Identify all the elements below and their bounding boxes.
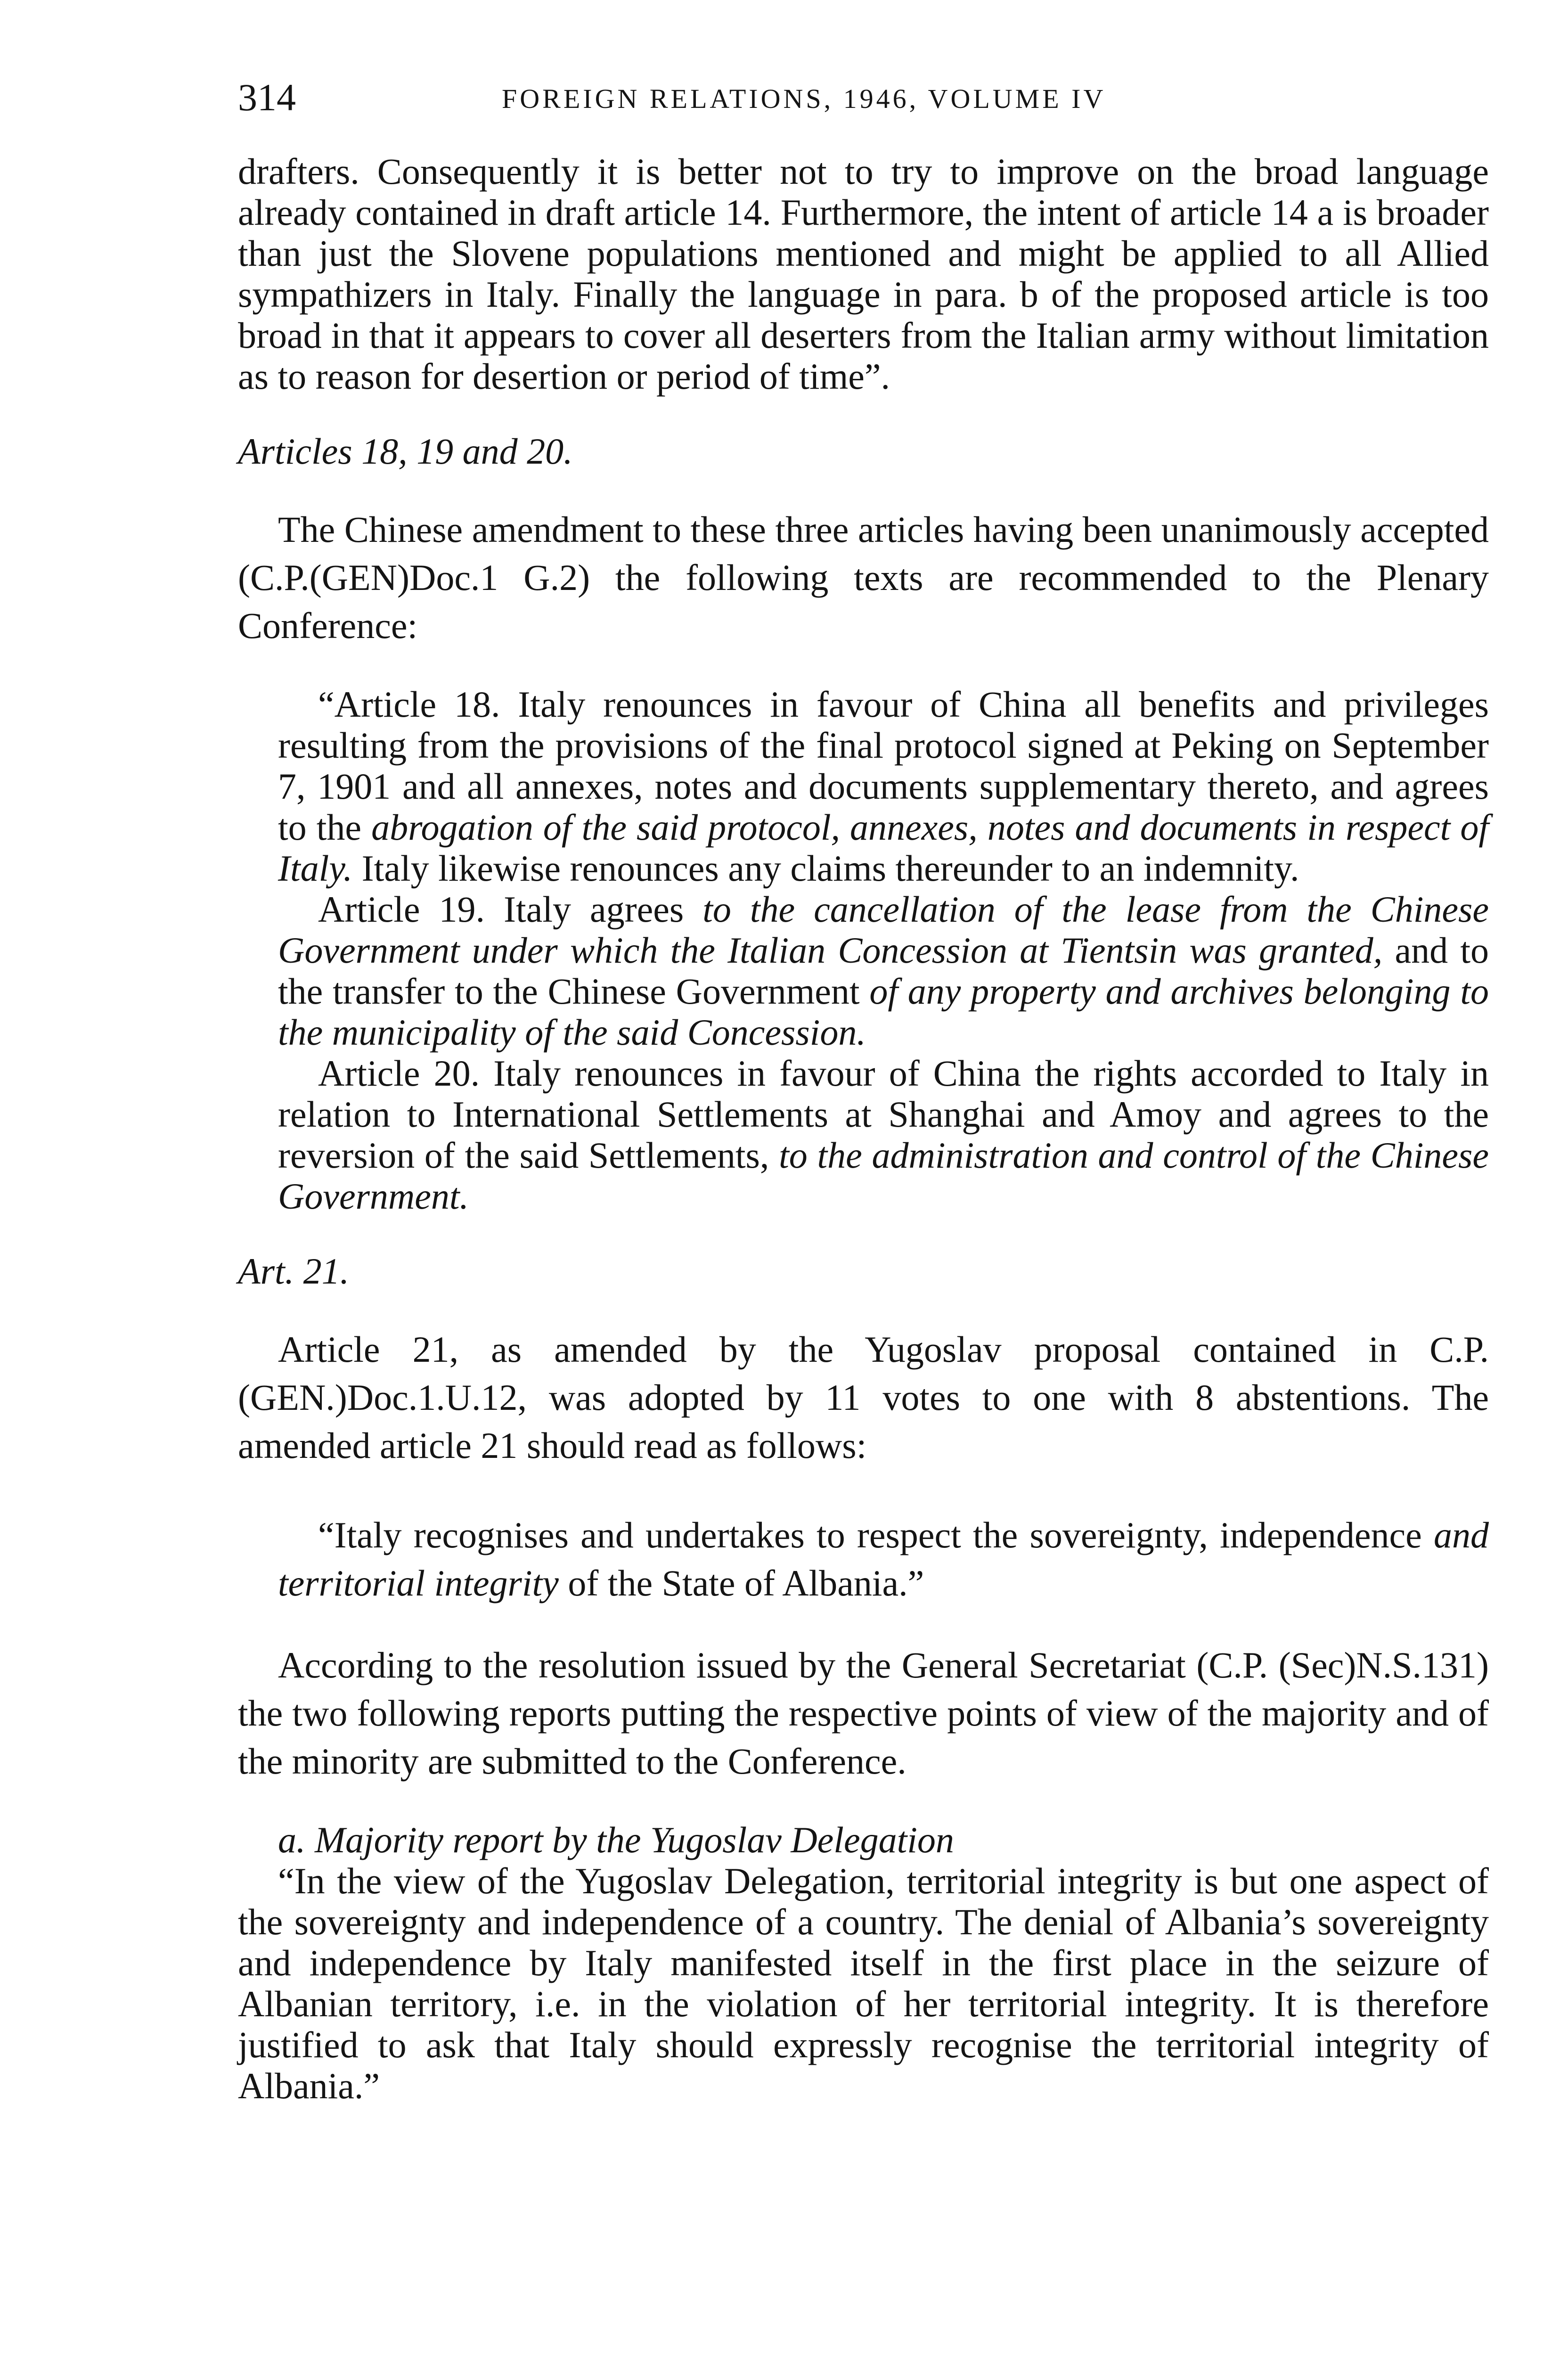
majority-report-heading: a. Majority report by the Yugoslav Delegation — [278, 1819, 954, 1860]
recommended-text-block — [238, 684, 1489, 1217]
paragraph-chinese-amendment: The Chinese amendment to these three articles having been unanimously accepted (C.P.(GEN)Doc.1 G.2) the following texts are recommended to the Plenary Conference: — [238, 509, 1489, 646]
section-heading-articles-18-20: Articles 18, 19 and 20. — [238, 431, 573, 472]
paragraph-resolution: According to the resolution issued by the General Secretariat (C.P. (Sec)N.S.131) the two following reports putting the respective points of view of the majority and of the minority are submitted to the Conference. — [238, 1644, 1489, 1782]
running-title: FOREIGN RELATIONS, 1946, VOLUME IV — [502, 83, 1106, 114]
page-number: 314 — [238, 76, 296, 119]
paragraph-article-21: Article 21, as amended by the Yugoslav proposal contained in C.P. (GEN.)Doc.1.U.12, was adopted by 11 votes to one with 8 abstentions. The amended article 21 should read as follows: — [238, 1329, 1489, 1466]
article-21-quote: “Italy recognises and undertakes to respect the sovereignty, independence and territorial integrity of the State of Albania.” — [278, 1514, 1489, 1603]
page-header — [238, 72, 1510, 123]
paragraph-continuation: drafters. Consequently it is better not to try to improve on the broad language already contained in draft article 14. Furthermore, the intent of article 14 a is broader than just the Slovene populations mentioned and might be applied to all Allied sympathizers in Italy. Finally the language in para. b of the proposed article is too broad in that it appears to cover all deserters from the Italian army without limitation as to reason for desertion or period of time”. — [238, 151, 1489, 397]
majority-report-text: “In the view of the Yugoslav Delegation, territorial integrity is but one aspect of the sovereignty and independence of a country. The denial of Albania’s sovereignty and independence by Italy manifested itself in the first place in the seizure of Albanian territory, i.e. in the violation of her territorial integrity. It is therefore justified to ask that Italy should expressly recognise the territorial integrity of Albania.” — [238, 1860, 1489, 2106]
body-text — [238, 151, 1489, 2106]
article-18-text: “Article 18. Italy renounces in favour of China all benefits and privileges resulting from the provisions of the final protocol signed at Peking on September 7, 1901 and all annexes, notes and documents supplementary thereto, and agrees to the abrogation of the said protocol, annexes, notes and documents in respect of Italy. Italy likewise renounces any claims thereunder to an indemnity. — [278, 684, 1489, 889]
section-heading-art-21: Art. 21. — [238, 1251, 350, 1292]
article-19-text: Article 19. Italy agrees to the cancellation of the lease from the Chinese Government under which the Italian Concession at Tientsin was granted, and to the transfer to the Chinese Government of any property and archives belonging to the municipality of the said Concession. — [278, 889, 1489, 1053]
article-20-text: Article 20. Italy renounces in favour of China the rights accorded to Italy in relation to International Settlements at Shanghai and Amoy and agrees to the reversion of the said Settlements, to the administration and control of the Chinese Government. — [278, 1053, 1489, 1217]
